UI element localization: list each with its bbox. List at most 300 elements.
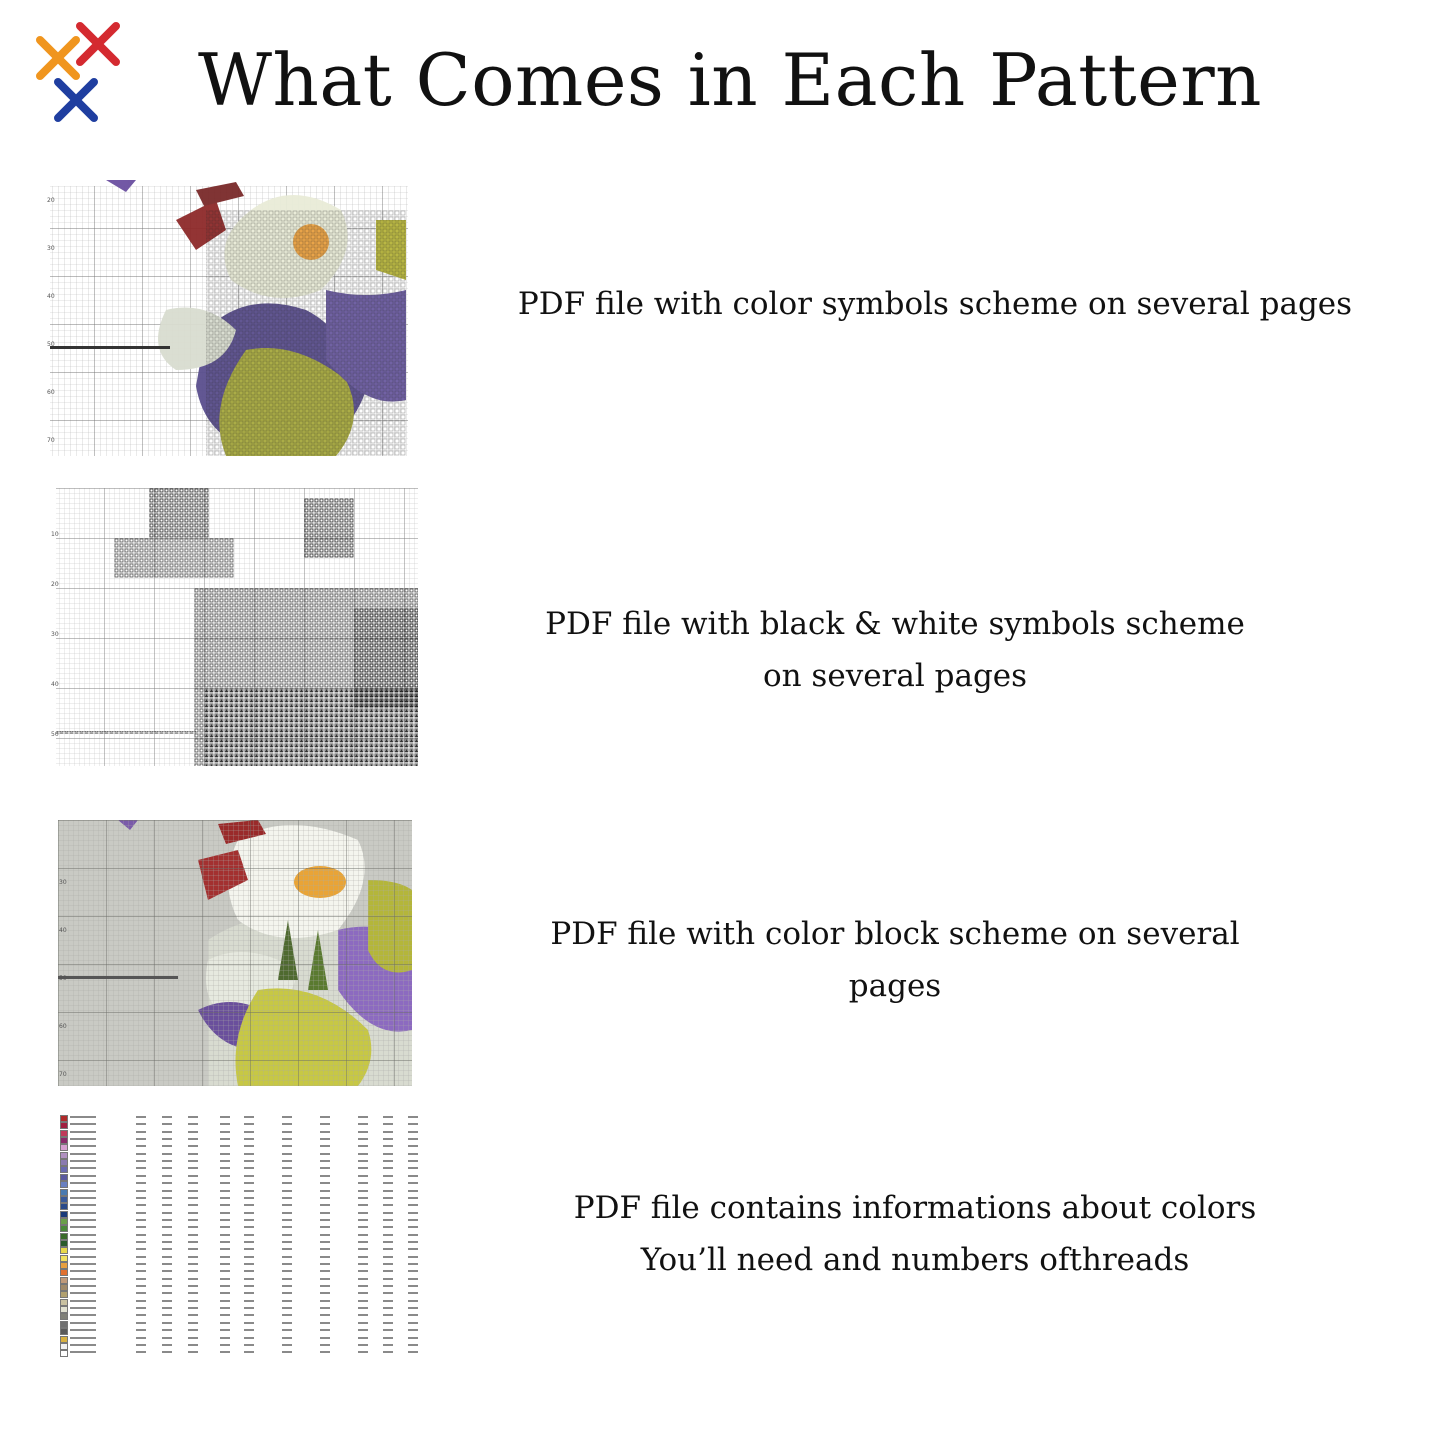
table-cell-texture	[358, 1270, 368, 1272]
table-row	[58, 1173, 434, 1180]
table-cell-texture	[383, 1175, 393, 1177]
table-cell-texture	[70, 1167, 96, 1169]
table-cell-texture	[220, 1153, 230, 1155]
table-cell-texture	[244, 1197, 254, 1199]
table-cell-texture	[244, 1167, 254, 1169]
table-cell-texture	[162, 1300, 172, 1302]
table-cell-texture	[282, 1204, 292, 1206]
svg-text:30: 30	[47, 245, 55, 252]
table-cell-texture	[220, 1344, 230, 1346]
table-cell-texture	[136, 1182, 146, 1184]
table-cell-texture	[320, 1219, 330, 1221]
table-row	[58, 1342, 434, 1349]
svg-text:50: 50	[51, 731, 59, 738]
table-row	[58, 1298, 434, 1305]
table-cell-texture	[244, 1182, 254, 1184]
svg-text:70: 70	[59, 1071, 67, 1078]
table-cell-texture	[136, 1337, 146, 1339]
table-cell-texture	[136, 1197, 146, 1199]
table-cell-texture	[162, 1307, 172, 1309]
table-row	[58, 1305, 434, 1312]
table-cell-texture	[220, 1138, 230, 1140]
table-cell-texture	[70, 1278, 96, 1280]
table-cell-texture	[162, 1256, 172, 1258]
table-cell-texture	[282, 1292, 292, 1294]
table-cell-texture	[162, 1197, 172, 1199]
table-cell-texture	[70, 1307, 96, 1309]
table-cell-texture	[70, 1197, 96, 1199]
color-block-scheme-image	[58, 820, 412, 1086]
table-cell-texture	[244, 1153, 254, 1155]
description-line: pages	[848, 968, 942, 1004]
table-cell-texture	[320, 1270, 330, 1272]
color-block-description	[480, 908, 1310, 1012]
table-cell-texture	[162, 1138, 172, 1140]
table-cell-texture	[220, 1300, 230, 1302]
table-cell-texture	[408, 1131, 418, 1133]
table-row	[58, 1180, 434, 1187]
table-cell-texture	[244, 1123, 254, 1125]
table-cell-texture	[220, 1241, 230, 1243]
table-cell-texture	[408, 1256, 418, 1258]
table-cell-texture	[320, 1153, 330, 1155]
table-cell-texture	[383, 1278, 393, 1280]
table-cell-texture	[188, 1256, 198, 1258]
table-cell-texture	[282, 1182, 292, 1184]
table-cell-texture	[136, 1123, 146, 1125]
table-cell-texture	[136, 1241, 146, 1243]
table-cell-texture	[383, 1248, 393, 1250]
table-row	[58, 1246, 434, 1253]
table-cell-texture	[358, 1241, 368, 1243]
table-cell-texture	[188, 1307, 198, 1309]
table-cell-texture	[358, 1285, 368, 1287]
table-cell-texture	[408, 1212, 418, 1214]
table-cell-texture	[220, 1337, 230, 1339]
table-cell-texture	[136, 1160, 146, 1162]
table-cell-texture	[320, 1344, 330, 1346]
table-row	[58, 1165, 434, 1172]
table-cell-texture	[408, 1197, 418, 1199]
table-row	[58, 1188, 434, 1195]
table-cell-texture	[383, 1256, 393, 1258]
table-cell-texture	[358, 1300, 368, 1302]
table-row	[58, 1217, 434, 1224]
table-cell-texture	[70, 1226, 96, 1228]
table-row	[58, 1121, 434, 1128]
table-cell-texture	[358, 1190, 368, 1192]
table-cell-texture	[408, 1307, 418, 1309]
table-cell-texture	[188, 1329, 198, 1331]
table-cell-texture	[162, 1226, 172, 1228]
table-cell-texture	[383, 1322, 393, 1324]
table-cell-texture	[136, 1351, 146, 1353]
cross-stitch-logo-icon	[30, 20, 126, 124]
table-cell-texture	[358, 1344, 368, 1346]
table-cell-texture	[244, 1307, 254, 1309]
table-cell-texture	[244, 1160, 254, 1162]
table-cell-texture	[220, 1314, 230, 1316]
table-cell-texture	[162, 1241, 172, 1243]
color-swatch	[60, 1350, 68, 1357]
table-cell-texture	[408, 1167, 418, 1169]
table-cell-texture	[320, 1248, 330, 1250]
table-cell-texture	[220, 1116, 230, 1118]
table-cell-texture	[383, 1116, 393, 1118]
table-cell-texture	[408, 1263, 418, 1265]
table-cell-texture	[136, 1131, 146, 1133]
table-cell-texture	[162, 1344, 172, 1346]
color-symbols-description	[480, 278, 1390, 330]
table-cell-texture	[244, 1344, 254, 1346]
table-cell-texture	[162, 1182, 172, 1184]
table-cell-texture	[188, 1116, 198, 1118]
table-cell-texture	[70, 1153, 96, 1155]
table-cell-texture	[358, 1116, 368, 1118]
table-cell-texture	[220, 1329, 230, 1331]
table-cell-texture	[244, 1285, 254, 1287]
table-row	[58, 1276, 434, 1283]
table-cell-texture	[408, 1278, 418, 1280]
table-row	[58, 1290, 434, 1297]
table-cell-texture	[383, 1285, 393, 1287]
table-cell-texture	[188, 1153, 198, 1155]
table-cell-texture	[383, 1212, 393, 1214]
table-cell-texture	[162, 1337, 172, 1339]
svg-text:70: 70	[47, 437, 55, 444]
table-cell-texture	[320, 1190, 330, 1192]
table-cell-texture	[188, 1241, 198, 1243]
table-cell-texture	[408, 1145, 418, 1147]
table-cell-texture	[358, 1307, 368, 1309]
table-cell-texture	[70, 1190, 96, 1192]
table-cell-texture	[188, 1314, 198, 1316]
svg-text:40: 40	[59, 927, 67, 934]
table-cell-texture	[383, 1123, 393, 1125]
table-cell-texture	[244, 1292, 254, 1294]
table-cell-texture	[136, 1175, 146, 1177]
table-cell-texture	[244, 1351, 254, 1353]
table-cell-texture	[358, 1256, 368, 1258]
table-cell-texture	[358, 1153, 368, 1155]
table-cell-texture	[136, 1219, 146, 1221]
table-cell-texture	[136, 1285, 146, 1287]
table-row	[58, 1312, 434, 1319]
table-cell-texture	[162, 1123, 172, 1125]
table-cell-texture	[70, 1329, 96, 1331]
table-cell-texture	[320, 1175, 330, 1177]
table-cell-texture	[136, 1234, 146, 1236]
table-cell-texture	[136, 1204, 146, 1206]
table-cell-texture	[358, 1131, 368, 1133]
table-cell-texture	[162, 1351, 172, 1353]
svg-text:50: 50	[47, 341, 55, 348]
svg-text:30: 30	[59, 879, 67, 886]
table-cell-texture	[408, 1351, 418, 1353]
table-cell-texture	[358, 1322, 368, 1324]
table-cell-texture	[282, 1344, 292, 1346]
table-cell-texture	[220, 1322, 230, 1324]
svg-text:20: 20	[51, 581, 59, 588]
table-cell-texture	[162, 1219, 172, 1221]
table-cell-texture	[220, 1131, 230, 1133]
table-cell-texture	[70, 1248, 96, 1250]
table-cell-texture	[162, 1212, 172, 1214]
table-row	[58, 1254, 434, 1261]
table-cell-texture	[320, 1123, 330, 1125]
table-cell-texture	[320, 1314, 330, 1316]
table-row	[58, 1232, 434, 1239]
table-cell-texture	[320, 1307, 330, 1309]
table-cell-texture	[320, 1167, 330, 1169]
table-cell-texture	[320, 1160, 330, 1162]
table-cell-texture	[244, 1270, 254, 1272]
table-cell-texture	[70, 1138, 96, 1140]
svg-text:50: 50	[59, 975, 67, 982]
table-cell-texture	[383, 1226, 393, 1228]
table-cell-texture	[358, 1123, 368, 1125]
table-cell-texture	[70, 1160, 96, 1162]
table-cell-texture	[136, 1212, 146, 1214]
table-cell-texture	[70, 1212, 96, 1214]
table-cell-texture	[162, 1270, 172, 1272]
table-cell-texture	[136, 1248, 146, 1250]
table-cell-texture	[136, 1314, 146, 1316]
table-cell-texture	[320, 1300, 330, 1302]
table-cell-texture	[136, 1329, 146, 1331]
table-cell-texture	[383, 1190, 393, 1192]
table-cell-texture	[188, 1300, 198, 1302]
table-cell-texture	[383, 1197, 393, 1199]
svg-text:20: 20	[47, 197, 55, 204]
table-cell-texture	[220, 1160, 230, 1162]
table-cell-texture	[408, 1285, 418, 1287]
table-cell-texture	[70, 1175, 96, 1177]
table-cell-texture	[136, 1263, 146, 1265]
table-cell-texture	[244, 1322, 254, 1324]
table-cell-texture	[383, 1351, 393, 1353]
description-line: PDF file with black & white symbols scheme	[545, 606, 1245, 642]
table-cell-texture	[188, 1292, 198, 1294]
table-row	[58, 1143, 434, 1150]
table-cell-texture	[162, 1175, 172, 1177]
table-cell-texture	[358, 1145, 368, 1147]
table-cell-texture	[358, 1292, 368, 1294]
table-cell-texture	[220, 1248, 230, 1250]
table-cell-texture	[136, 1153, 146, 1155]
table-cell-texture	[408, 1248, 418, 1250]
table-cell-texture	[244, 1248, 254, 1250]
table-cell-texture	[320, 1278, 330, 1280]
table-cell-texture	[70, 1314, 96, 1316]
table-cell-texture	[408, 1182, 418, 1184]
table-cell-texture	[136, 1307, 146, 1309]
table-cell-texture	[358, 1197, 368, 1199]
table-cell-texture	[383, 1329, 393, 1331]
table-cell-texture	[244, 1329, 254, 1331]
table-cell-texture	[282, 1322, 292, 1324]
table-cell-texture	[188, 1182, 198, 1184]
table-cell-texture	[282, 1241, 292, 1243]
table-cell-texture	[244, 1300, 254, 1302]
table-cell-texture	[70, 1344, 96, 1346]
table-cell-texture	[220, 1263, 230, 1265]
table-cell-texture	[244, 1314, 254, 1316]
table-cell-texture	[162, 1190, 172, 1192]
table-cell-texture	[70, 1131, 96, 1133]
table-cell-texture	[136, 1190, 146, 1192]
table-cell-texture	[136, 1167, 146, 1169]
table-cell-texture	[220, 1270, 230, 1272]
table-cell-texture	[320, 1226, 330, 1228]
table-cell-texture	[220, 1123, 230, 1125]
table-cell-texture	[188, 1219, 198, 1221]
table-cell-texture	[136, 1300, 146, 1302]
table-cell-texture	[244, 1278, 254, 1280]
table-cell-texture	[320, 1256, 330, 1258]
table-cell-texture	[320, 1182, 330, 1184]
table-cell-texture	[188, 1351, 198, 1353]
table-cell-texture	[136, 1138, 146, 1140]
table-cell-texture	[244, 1175, 254, 1177]
table-cell-texture	[70, 1234, 96, 1236]
table-cell-texture	[408, 1337, 418, 1339]
table-cell-texture	[320, 1351, 330, 1353]
table-cell-texture	[136, 1270, 146, 1272]
brand-logo	[30, 20, 126, 124]
table-cell-texture	[162, 1314, 172, 1316]
table-cell-texture	[320, 1322, 330, 1324]
table-row	[58, 1224, 434, 1231]
table-cell-texture	[244, 1241, 254, 1243]
table-cell-texture	[320, 1337, 330, 1339]
table-cell-texture	[220, 1292, 230, 1294]
table-cell-texture	[70, 1204, 96, 1206]
table-cell-texture	[383, 1307, 393, 1309]
table-cell-texture	[188, 1190, 198, 1192]
table-cell-texture	[136, 1226, 146, 1228]
table-cell-texture	[244, 1190, 254, 1192]
table-row	[58, 1151, 434, 1158]
svg-text:30: 30	[51, 631, 59, 638]
table-cell-texture	[320, 1212, 330, 1214]
table-cell-texture	[136, 1256, 146, 1258]
table-cell-texture	[320, 1285, 330, 1287]
table-cell-texture	[383, 1337, 393, 1339]
table-cell-texture	[282, 1175, 292, 1177]
table-row	[58, 1202, 434, 1209]
table-cell-texture	[320, 1138, 330, 1140]
table-cell-texture	[408, 1190, 418, 1192]
bw-symbols-scheme-image	[51, 488, 418, 766]
table-cell-texture	[383, 1145, 393, 1147]
table-cell-texture	[383, 1270, 393, 1272]
table-cell-texture	[162, 1248, 172, 1250]
table-cell-texture	[358, 1160, 368, 1162]
table-row	[58, 1349, 434, 1356]
table-cell-texture	[282, 1248, 292, 1250]
table-cell-texture	[282, 1278, 292, 1280]
table-row	[58, 1327, 434, 1334]
table-cell-texture	[383, 1234, 393, 1236]
table-cell-texture	[188, 1263, 198, 1265]
table-cell-texture	[358, 1182, 368, 1184]
table-cell-texture	[383, 1314, 393, 1316]
table-cell-texture	[70, 1300, 96, 1302]
table-cell-texture	[162, 1278, 172, 1280]
table-cell-texture	[136, 1116, 146, 1118]
table-cell-texture	[70, 1256, 96, 1258]
table-cell-texture	[320, 1197, 330, 1199]
table-row	[58, 1239, 434, 1246]
table-cell-texture	[70, 1123, 96, 1125]
table-cell-texture	[383, 1167, 393, 1169]
table-cell-texture	[408, 1300, 418, 1302]
table-cell-texture	[244, 1256, 254, 1258]
table-cell-texture	[282, 1219, 292, 1221]
table-cell-texture	[282, 1270, 292, 1272]
table-cell-texture	[188, 1123, 198, 1125]
table-cell-texture	[220, 1351, 230, 1353]
table-cell-texture	[358, 1219, 368, 1221]
description-line: PDF file with color symbols scheme on several pages	[517, 286, 1353, 322]
table-cell-texture	[162, 1292, 172, 1294]
table-cell-texture	[244, 1234, 254, 1236]
table-cell-texture	[282, 1131, 292, 1133]
table-cell-texture	[70, 1322, 96, 1324]
table-cell-texture	[220, 1175, 230, 1177]
table-cell-texture	[136, 1292, 146, 1294]
table-row	[58, 1136, 434, 1143]
table-cell-texture	[383, 1241, 393, 1243]
table-cell-texture	[408, 1116, 418, 1118]
table-cell-texture	[282, 1197, 292, 1199]
svg-text:10: 10	[51, 531, 59, 538]
table-cell-texture	[383, 1204, 393, 1206]
table-cell-texture	[188, 1270, 198, 1272]
table-cell-texture	[220, 1219, 230, 1221]
table-cell-texture	[282, 1234, 292, 1236]
table-row	[58, 1195, 434, 1202]
table-cell-texture	[162, 1329, 172, 1331]
table-cell-texture	[136, 1278, 146, 1280]
table-cell-texture	[282, 1153, 292, 1155]
table-cell-texture	[220, 1278, 230, 1280]
table-cell-texture	[188, 1204, 198, 1206]
table-cell-texture	[408, 1322, 418, 1324]
table-cell-texture	[188, 1226, 198, 1228]
table-cell-texture	[70, 1182, 96, 1184]
table-cell-texture	[70, 1116, 96, 1118]
table-cell-texture	[244, 1226, 254, 1228]
table-cell-texture	[188, 1278, 198, 1280]
table-cell-texture	[282, 1314, 292, 1316]
table-cell-texture	[220, 1285, 230, 1287]
table-cell-texture	[383, 1160, 393, 1162]
table-cell-texture	[188, 1167, 198, 1169]
table-cell-texture	[282, 1307, 292, 1309]
table-cell-texture	[320, 1204, 330, 1206]
table-cell-texture	[320, 1329, 330, 1331]
table-row	[58, 1335, 434, 1342]
table-cell-texture	[383, 1300, 393, 1302]
table-cell-texture	[320, 1145, 330, 1147]
table-cell-texture	[136, 1344, 146, 1346]
table-cell-texture	[320, 1292, 330, 1294]
table-cell-texture	[244, 1337, 254, 1339]
table-cell-texture	[220, 1167, 230, 1169]
table-cell-texture	[282, 1285, 292, 1287]
